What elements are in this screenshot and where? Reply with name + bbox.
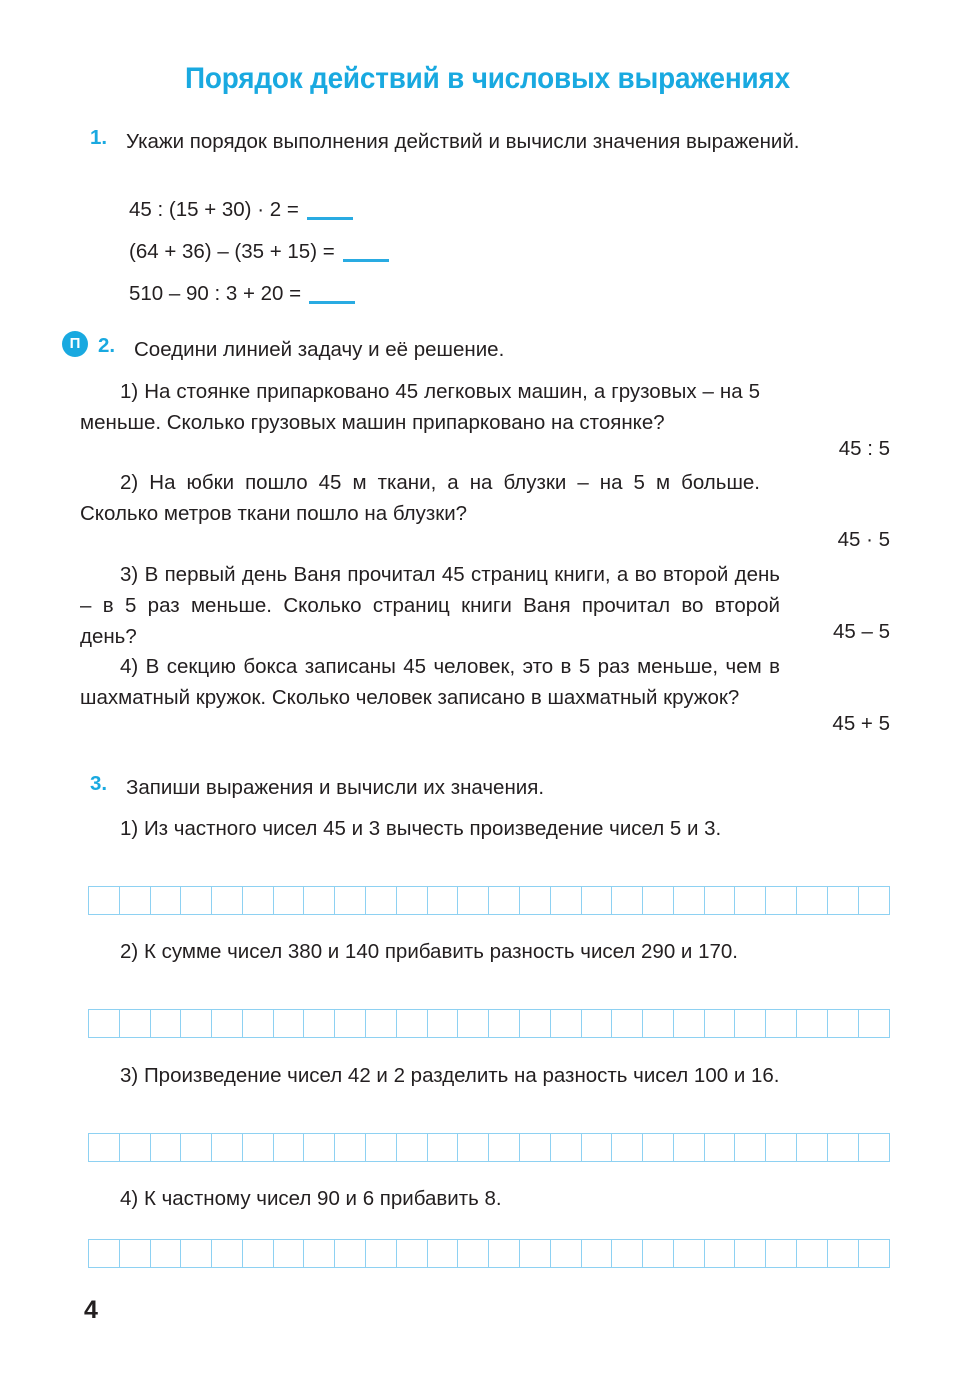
task-2-answer-2[interactable]: 45 · 5: [837, 528, 890, 551]
answer-grid-cell[interactable]: [581, 1133, 613, 1162]
answer-grid-cell[interactable]: [365, 1239, 397, 1268]
answer-grid-cell[interactable]: [765, 1239, 797, 1268]
answer-grid-cell[interactable]: [334, 886, 366, 915]
answer-grid-cell[interactable]: [734, 886, 766, 915]
answer-grid-cell[interactable]: [550, 1239, 582, 1268]
task-3-item-3-number: 3): [120, 1064, 139, 1087]
answer-grid-cell[interactable]: [858, 1239, 890, 1268]
answer-grid-cell[interactable]: [365, 886, 397, 915]
answer-grid-cell[interactable]: [242, 1133, 274, 1162]
answer-grid-cell[interactable]: [734, 1009, 766, 1038]
answer-grid-cell[interactable]: [396, 1009, 428, 1038]
task-2-problem-4-text: [80, 651, 780, 713]
answer-grid-cell[interactable]: [303, 1239, 335, 1268]
answer-grid-cell[interactable]: [673, 1009, 705, 1038]
task-2-problem-2-body: На юбки пошло 45 м ткани, а на блузки – на 5 м больше. Сколько метров ткани пошло на блузки?: [80, 471, 760, 525]
answer-grid-cell[interactable]: [734, 1133, 766, 1162]
task-2-problem-2-number: 2): [120, 471, 139, 494]
task-1-expression-2-text: (64 + 36) – (35 + 15) =: [129, 240, 335, 263]
answer-grid-cell[interactable]: [365, 1133, 397, 1162]
task-1-expression-3: [129, 282, 355, 306]
answer-grid-cell[interactable]: [150, 1239, 182, 1268]
answer-grid-cell[interactable]: [242, 886, 274, 915]
answer-grid-cell[interactable]: [519, 1239, 551, 1268]
answer-grid-cell[interactable]: [642, 1239, 674, 1268]
answer-grid-cell[interactable]: [858, 886, 890, 915]
task-1-expression-2: [129, 240, 389, 264]
answer-grid-cell[interactable]: [211, 1133, 243, 1162]
answer-grid-cell[interactable]: [581, 1239, 613, 1268]
task-2-problem-1-text: [80, 376, 760, 438]
answer-grid-cell[interactable]: [273, 1239, 305, 1268]
task-1-expression-1: [129, 198, 353, 222]
answer-grid-cell[interactable]: [765, 1009, 797, 1038]
answer-grid-cell[interactable]: [611, 1239, 643, 1268]
task-3-answer-grid-1[interactable]: [88, 886, 890, 915]
p-letter-badge-icon: П: [62, 331, 88, 357]
task-2-instruction: Соедини линией задачу и её решение.: [134, 338, 505, 361]
answer-grid-cell[interactable]: [396, 1239, 428, 1268]
answer-grid-cell[interactable]: [488, 1239, 520, 1268]
answer-grid-cell[interactable]: [119, 886, 151, 915]
task-1-answer-blank-3[interactable]: [309, 301, 355, 304]
task-3-answer-grid-4[interactable]: [88, 1239, 890, 1268]
answer-grid-cell[interactable]: [427, 1009, 459, 1038]
answer-grid-cell[interactable]: [119, 1009, 151, 1038]
answer-grid-cell[interactable]: [488, 1009, 520, 1038]
answer-grid-cell[interactable]: [765, 1133, 797, 1162]
task-2-marker: 2.: [98, 334, 116, 357]
answer-grid-cell[interactable]: [734, 1239, 766, 1268]
answer-grid-cell[interactable]: [581, 1009, 613, 1038]
answer-grid-cell[interactable]: [180, 1239, 212, 1268]
task-2-answer-3[interactable]: 45 – 5: [833, 620, 890, 643]
answer-grid-cell[interactable]: [673, 886, 705, 915]
task-3-answer-grid-2[interactable]: [88, 1009, 890, 1038]
answer-grid-cell[interactable]: [765, 886, 797, 915]
answer-grid-cell[interactable]: [519, 886, 551, 915]
answer-grid-cell[interactable]: [180, 886, 212, 915]
task-3-item-2-body: К сумме чисел 380 и 140 прибавить разность чисел 290 и 170.: [143, 940, 738, 963]
answer-grid-cell[interactable]: [334, 1133, 366, 1162]
answer-grid-cell[interactable]: [180, 1009, 212, 1038]
answer-grid-cell[interactable]: [457, 1009, 489, 1038]
answer-grid-cell[interactable]: [611, 1009, 643, 1038]
answer-grid-cell[interactable]: [365, 1009, 397, 1038]
task-3-item-3-text: [80, 1060, 890, 1091]
task-3-item-1-text: [80, 813, 890, 844]
answer-grid-cell[interactable]: [303, 886, 335, 915]
answer-grid-cell[interactable]: [827, 1009, 859, 1038]
answer-grid-cell[interactable]: [642, 1009, 674, 1038]
task-2-problem-3-number: 3): [120, 563, 139, 586]
task-3-item-2-number: 2): [120, 940, 139, 963]
answer-grid-cell[interactable]: [242, 1239, 274, 1268]
answer-grid-cell[interactable]: [88, 886, 120, 915]
task-3-instruction: Запиши выражения и вычисли их значения.: [126, 776, 545, 799]
task-3-item-1-body: Из частного чисел 45 и 3 вычесть произведение чисел 5 и 3.: [143, 817, 722, 840]
answer-grid-cell[interactable]: [550, 1009, 582, 1038]
task-2-answer-1[interactable]: 45 : 5: [838, 437, 890, 460]
task-1-instruction: Укажи порядок выполнения действий и вычисли значения выражений.: [126, 130, 800, 153]
task-2-problem-1-body: На стоянке припарковано 45 легковых машин, а грузовых – на 5 меньше. Сколько грузовых машин припарковано на стоянке?: [80, 380, 761, 434]
answer-grid-cell[interactable]: [673, 1133, 705, 1162]
answer-grid-cell[interactable]: [488, 1133, 520, 1162]
task-2-problem-4-body: В секцию бокса записаны 45 человек, это в 5 раз меньше, чем в шахматный кружок. Сколько человек записано в шахматный кружок?: [80, 655, 780, 709]
answer-grid-cell[interactable]: [673, 1239, 705, 1268]
task-2-problem-4-number: 4): [120, 655, 139, 678]
task-2-problem-2-text: [80, 467, 760, 529]
answer-grid-cell[interactable]: [211, 1009, 243, 1038]
answer-grid-cell[interactable]: [457, 1133, 489, 1162]
task-3-item-3-body: Произведение чисел 42 и 2 разделить на разность чисел 100 и 16.: [143, 1064, 780, 1087]
task-2-problem-1-number: 1): [120, 380, 139, 403]
answer-grid-cell[interactable]: [150, 886, 182, 915]
task-2-problem-3-body: В первый день Ваня прочитал 45 страниц книги, а во второй день – в 5 раз меньше. Сколько страниц книги Ваня прочитал во второй день?: [80, 563, 780, 648]
answer-grid-cell[interactable]: [550, 1133, 582, 1162]
answer-grid-cell[interactable]: [334, 1239, 366, 1268]
answer-grid-cell[interactable]: [796, 886, 828, 915]
task-3-answer-grid-3[interactable]: [88, 1133, 890, 1162]
answer-grid-cell[interactable]: [427, 886, 459, 915]
answer-grid-cell[interactable]: [427, 1239, 459, 1268]
answer-grid-cell[interactable]: [303, 1009, 335, 1038]
answer-grid-cell[interactable]: [88, 1239, 120, 1268]
answer-grid-cell[interactable]: [488, 886, 520, 915]
answer-grid-cell[interactable]: [858, 1009, 890, 1038]
task-3-item-2-text: [80, 936, 890, 967]
answer-grid-cell[interactable]: [704, 1133, 736, 1162]
task-3-item-1-number: 1): [120, 817, 139, 840]
answer-grid-cell[interactable]: [519, 1133, 551, 1162]
answer-grid-cell[interactable]: [796, 1133, 828, 1162]
answer-grid-cell[interactable]: [581, 886, 613, 915]
answer-grid-cell[interactable]: [88, 1009, 120, 1038]
answer-grid-cell[interactable]: [150, 1009, 182, 1038]
task-3-item-4-text: [80, 1183, 890, 1214]
answer-grid-cell[interactable]: [303, 1133, 335, 1162]
answer-grid-cell[interactable]: [150, 1133, 182, 1162]
answer-grid-cell[interactable]: [858, 1133, 890, 1162]
answer-grid-cell[interactable]: [642, 886, 674, 915]
answer-grid-cell[interactable]: [180, 1133, 212, 1162]
answer-grid-cell[interactable]: [211, 1239, 243, 1268]
answer-grid-cell[interactable]: [273, 1009, 305, 1038]
answer-grid-cell[interactable]: [827, 1133, 859, 1162]
task-1-answer-blank-2[interactable]: [343, 259, 389, 262]
answer-grid-cell[interactable]: [396, 886, 428, 915]
answer-grid-cell[interactable]: [827, 886, 859, 915]
answer-grid-cell[interactable]: [704, 886, 736, 915]
task-3-item-4-number: 4): [120, 1187, 139, 1210]
task-1-expression-3-text: 510 – 90 : 3 + 20 =: [129, 282, 302, 305]
answer-grid-cell[interactable]: [550, 886, 582, 915]
answer-grid-cell[interactable]: [119, 1239, 151, 1268]
answer-grid-cell[interactable]: [273, 1133, 305, 1162]
page-title: Порядок действий в числовых выражениях: [185, 62, 790, 95]
answer-grid-cell[interactable]: [242, 1009, 274, 1038]
answer-grid-cell[interactable]: [704, 1009, 736, 1038]
answer-grid-cell[interactable]: [457, 1239, 489, 1268]
answer-grid-cell[interactable]: [611, 1133, 643, 1162]
answer-grid-cell[interactable]: [519, 1009, 551, 1038]
answer-grid-cell[interactable]: [211, 886, 243, 915]
task-3-item-4-body: К частному чисел 90 и 6 прибавить 8.: [143, 1187, 502, 1210]
answer-grid-cell[interactable]: [796, 1239, 828, 1268]
answer-grid-cell[interactable]: [704, 1239, 736, 1268]
task-2-answer-4[interactable]: 45 + 5: [832, 712, 890, 735]
answer-grid-cell[interactable]: [334, 1009, 366, 1038]
answer-grid-cell[interactable]: [827, 1239, 859, 1268]
answer-grid-cell[interactable]: [611, 886, 643, 915]
task-1-answer-blank-1[interactable]: [307, 217, 353, 220]
page-number: 4: [84, 1296, 98, 1324]
task-1-marker: 1.: [90, 126, 108, 149]
answer-grid-cell[interactable]: [427, 1133, 459, 1162]
task-2-problem-3-text: [80, 559, 780, 652]
answer-grid-cell[interactable]: [119, 1133, 151, 1162]
answer-grid-cell[interactable]: [457, 886, 489, 915]
task-3-marker: 3.: [90, 772, 108, 795]
answer-grid-cell[interactable]: [88, 1133, 120, 1162]
answer-grid-cell[interactable]: [796, 1009, 828, 1038]
answer-grid-cell[interactable]: [273, 886, 305, 915]
task-1-expression-1-text: 45 : (15 + 30) · 2 =: [129, 198, 299, 221]
answer-grid-cell[interactable]: [642, 1133, 674, 1162]
answer-grid-cell[interactable]: [396, 1133, 428, 1162]
